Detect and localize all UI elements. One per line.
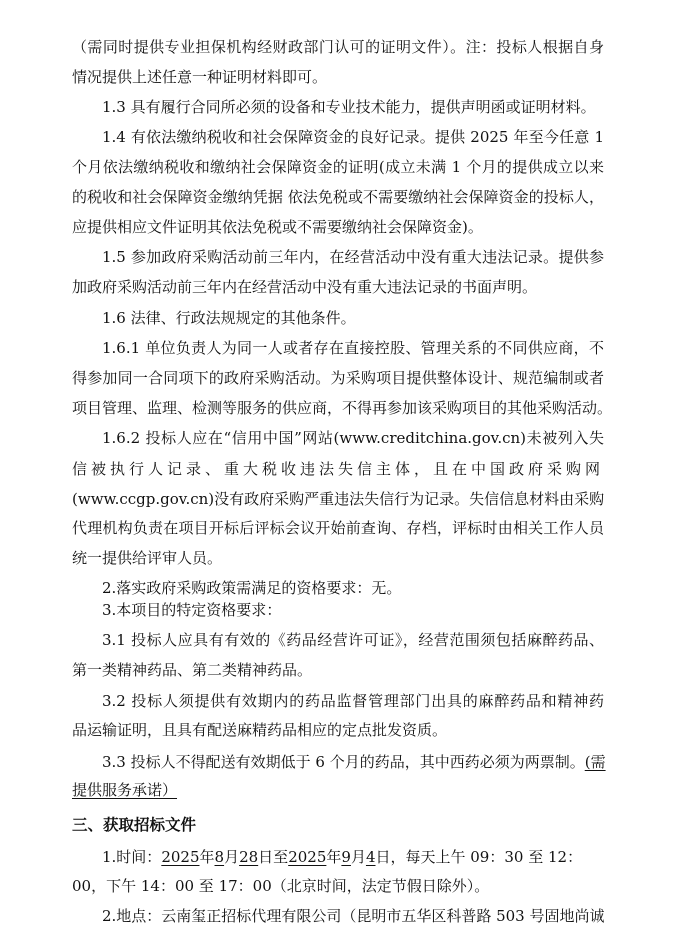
text: 日至	[258, 848, 289, 866]
item-1-6-1: 1.6.1 单位负责人为同一人或者存在直接控股、管理关系的不同供应商，不	[102, 339, 604, 357]
item-1-6-2: 1.6.2 投标人应在“信用中国”网站(www.creditchina.gov.cn)未被列入失	[102, 429, 604, 447]
paragraph-line: 统一提供给评审人员。	[72, 549, 223, 567]
paragraph-line: 第一类精神药品、第二类精神药品。	[72, 661, 313, 679]
start-day: 28	[239, 848, 259, 866]
item-1-4: 1.4 有依法缴纳税收和社会保障资金的良好记录。提供 2025 年至今任意 1	[102, 128, 604, 146]
start-month: 8	[214, 848, 225, 866]
section-heading: 三、获取招标文件	[72, 815, 197, 834]
underlined-note: 提供服务承诺）	[72, 781, 178, 799]
end-year: 2025	[288, 848, 327, 866]
paragraph-line: （需同时提供专业担保机构经财政部门认可的证明文件）。注：投标人根据自身	[72, 38, 604, 56]
text: 日，每天上午 09：30 至 12：	[375, 848, 583, 866]
end-day: 4	[365, 848, 376, 866]
paragraph-line: 信被执行人记录、重大税收违法失信主体，且在中国政府采购网	[72, 460, 605, 478]
paragraph-line: 的税收和社会保障资金缴纳凭据 依法免税或不需要缴纳社会保障资金的投标人，	[72, 188, 604, 206]
paragraph-line: 00，下午 14：00 至 17：00（北京时间，法定节假日除外）。	[72, 877, 490, 895]
item-1-6: 1.6 法律、行政法规规定的其他条件。	[102, 309, 356, 327]
time-label: 1.时间：	[102, 848, 162, 866]
underlined-note: (需	[584, 753, 606, 771]
paragraph-line: 情况提供上述任意一种证明材料即可。	[72, 68, 328, 86]
item-3: 3.本项目的特定资格要求：	[102, 601, 282, 619]
item-3-2: 3.2 投标人须提供有效期内的药品监督管理部门出具的麻醉药品和精神药	[102, 692, 604, 710]
paragraph-line: 品运输证明，且具有配送麻精药品相应的定点批发资质。	[72, 721, 448, 739]
item-3-3-text: 3.3 投标人不得配送有效期低于 6 个月的药品，其中西药必须为两票制。	[102, 753, 585, 771]
paragraph-line: (www.ccgp.gov.cn)没有政府采购严重违法失信行为记录。失信信息材料由采购	[72, 490, 605, 508]
text: 月	[224, 848, 240, 866]
text: 年	[326, 848, 342, 866]
start-year: 2025	[161, 848, 200, 866]
item-1-3: 1.3 具有履行合同所必须的设备和专业技术能力，提供声明函或证明材料。	[102, 98, 596, 116]
paragraph-line: 个月依法缴纳税收和缴纳社会保障资金的证明(成立未满 1 个月的提供成立以来	[72, 158, 604, 176]
location-line: 2.地点：云南玺正招标代理有限公司（昆明市五华区科普路 503 号固地尚诚	[102, 907, 605, 925]
text: 年	[199, 848, 215, 866]
item-1-5: 1.5 参加政府采购活动前三年内，在经营活动中没有重大违法记录。提供参	[102, 248, 604, 266]
paragraph-line: 项目管理、监理、检测等服务的供应商，不得再参加该采购项目的其他采购活动。	[72, 399, 613, 417]
item-3-1: 3.1 投标人应具有有效的《药品经营许可证》，经营范围须包括麻醉药品、	[102, 631, 604, 649]
paragraph-line: 加政府采购活动前三年内在经营活动中没有重大违法记录的书面声明。	[72, 278, 538, 296]
text: 月	[350, 848, 366, 866]
end-month: 9	[341, 848, 351, 866]
paragraph-line: 代理机构负责在项目开标后评标会议开始前查询、存档，评标时由相关工作人员	[72, 519, 604, 537]
item-2: 2.落实政府采购政策需满足的资格要求：无。	[102, 579, 402, 597]
item-3-3	[102, 750, 604, 774]
paragraph-line: 得参加同一合同项下的政府采购活动。为采购项目提供整体设计、规范编制或者	[72, 369, 604, 387]
paragraph-line	[72, 778, 604, 802]
time-line	[102, 845, 604, 869]
paragraph-line: 应提供相应文件证明其依法免税或不需要缴纳社会保障资金)。	[72, 218, 483, 236]
